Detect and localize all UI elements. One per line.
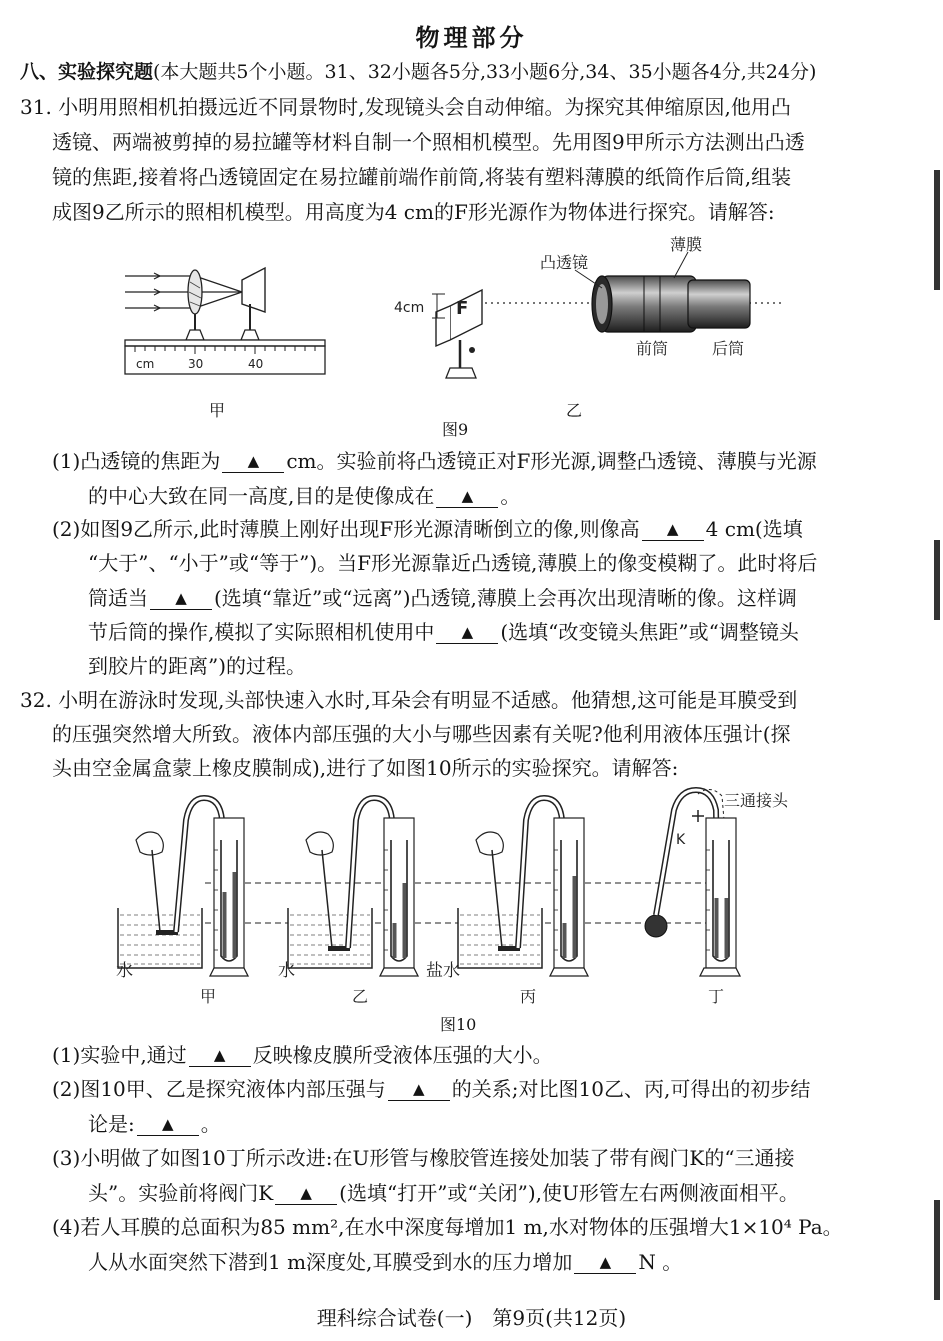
q32-part2-text-c: 论是: bbox=[88, 1112, 135, 1136]
fig10-ding-label: 丁 bbox=[708, 987, 725, 1006]
q32-part3-line1: (3)小明做了如图10丁所示改进:在U形管与橡胶管连接处加装了带有阀门K的“三通接 bbox=[52, 1146, 795, 1170]
q32-part2-text-a: (2)图10甲、乙是探究液体内部压强与 bbox=[52, 1077, 386, 1101]
fig10-jia-label: 甲 bbox=[200, 987, 217, 1006]
section-header bbox=[20, 57, 816, 87]
fig9-jia-label: 甲 bbox=[209, 401, 226, 420]
section-header-bold: 八、实验探究题 bbox=[20, 61, 154, 83]
q31-line-4: 成图9乙所示的照相机模型。用高度为4 cm的F形光源作为物体进行探究。请解答: bbox=[52, 200, 775, 224]
answer-blank: ▲ bbox=[574, 1251, 636, 1274]
answer-blank: ▲ bbox=[189, 1044, 251, 1067]
q31-part1-line2 bbox=[88, 481, 520, 511]
ruler-tick-40: 40 bbox=[248, 357, 264, 371]
q31-part1-text-b: cm。实验前将凸透镜正对F形光源,调整凸透镜、薄膜与光源 bbox=[286, 449, 817, 473]
q31-part1-text-a: (1)凸透镜的焦距为 bbox=[52, 449, 221, 473]
q32-part2-line2 bbox=[88, 1109, 221, 1139]
f-letter: F bbox=[456, 298, 469, 319]
q31-line-1: 31. 小明用照相机拍摄远近不同景物时,发现镜头会自动伸缩。为探究其伸缩原因,他用凸 bbox=[20, 95, 791, 119]
q31-part2-text-d: (选填“靠近”或“远离”)凸透镜,薄膜上会再次出现清晰的像。这样调 bbox=[214, 586, 797, 610]
q32-part4-text-c: N 。 bbox=[638, 1250, 683, 1274]
q32-part1-text-b: 反映橡皮膜所受液体压强的大小。 bbox=[252, 1043, 553, 1067]
binding-edge-mark bbox=[934, 1200, 940, 1300]
q31-part1-text-d: 。 bbox=[500, 484, 521, 508]
figure-10 bbox=[100, 780, 820, 1010]
q32-part1-text-a: (1)实验中,通过 bbox=[52, 1043, 187, 1067]
q32-part2-text-d: 。 bbox=[200, 1112, 221, 1136]
answer-blank: ▲ bbox=[436, 485, 498, 508]
film-label: 薄膜 bbox=[670, 235, 703, 254]
q32-part1 bbox=[52, 1040, 553, 1070]
apparatus-jia bbox=[118, 798, 248, 976]
water-label-jia: 水 bbox=[116, 961, 133, 981]
brine-label: 盐水 bbox=[426, 961, 460, 981]
answer-blank: ▲ bbox=[436, 621, 498, 644]
valve-k-label: K bbox=[676, 832, 686, 848]
section-header-rest: (本大题共5个小题。31、32小题各5分,33小题6分,34、35小题各4分,共24分) bbox=[153, 61, 817, 83]
q32-line-3: 头由空金属盒蒙上橡皮膜制成),进行了如图10所示的实验探究。请解答: bbox=[52, 756, 679, 780]
front-tube-label: 前筒 bbox=[636, 339, 669, 358]
q31-part2-text-e: 节后筒的操作,模拟了实际照相机使用中 bbox=[88, 620, 435, 644]
answer-blank: ▲ bbox=[275, 1182, 337, 1205]
apparatus-bing bbox=[458, 798, 588, 976]
figure-9-jia bbox=[120, 262, 330, 377]
q31-part1-text-c: 的中心大致在同一高度,目的是使像成在 bbox=[88, 484, 435, 508]
q32-part3-text-b: 头”。实验前将阀门K bbox=[88, 1181, 274, 1205]
back-tube-label: 后筒 bbox=[712, 339, 745, 358]
answer-blank: ▲ bbox=[642, 518, 704, 541]
fig10-caption: 图10 bbox=[440, 1015, 477, 1034]
answer-blank: ▲ bbox=[388, 1078, 450, 1101]
fig10-bing-label: 丙 bbox=[520, 987, 537, 1006]
q32-line-1: 32. 小明在游泳时发现,头部快速入水时,耳朵会有明显不适感。他猜想,这可能是耳膜受到 bbox=[20, 688, 798, 712]
apparatus-yi bbox=[288, 798, 418, 976]
q31-part2-text-c: 筒适当 bbox=[88, 586, 148, 610]
q31-part2-text-a: (2)如图9乙所示,此时薄膜上刚好出现F形光源清晰倒立的像,则像高 bbox=[52, 517, 640, 541]
q32-part2-text-b: 的关系;对比图10乙、丙,可得出的初步结 bbox=[451, 1077, 811, 1101]
q32-part3-text-c: (选填“打开”或“关闭”),使U形管左右两侧液面相平。 bbox=[339, 1181, 799, 1205]
water-label-yi: 水 bbox=[278, 961, 295, 981]
q32-line-2: 的压强突然增大所致。液体内部压强的大小与哪些因素有关呢?他利用液体压强计(探 bbox=[52, 722, 791, 746]
q31-line-2: 透镜、两端被剪掉的易拉罐等材料自制一个照相机模型。先用图9甲所示方法测出凸透 bbox=[52, 130, 805, 154]
q32-part4-line1: (4)若人耳膜的总面积为85 mm²,在水中深度每增加1 m,水对物体的压强增大1×10⁴ Pa。 bbox=[52, 1215, 843, 1239]
q31-part2-line5: 到胶片的距离”)的过程。 bbox=[88, 654, 307, 678]
q31-part2-line4 bbox=[88, 617, 799, 647]
q31-part1-line1 bbox=[52, 446, 817, 476]
lens-label: 凸透镜 bbox=[540, 253, 589, 272]
q31-part2-text-b: 4 cm(选填 bbox=[705, 517, 803, 541]
page-title: 物理部分 bbox=[415, 24, 528, 52]
q32-part3-line2 bbox=[88, 1178, 799, 1208]
q32-part4-line2 bbox=[88, 1247, 682, 1277]
fig9-yi-label: 乙 bbox=[566, 401, 583, 420]
fig9-caption: 图9 bbox=[442, 420, 469, 439]
tee-connector-label: 三通接头 bbox=[724, 791, 789, 810]
q31-part2-line1 bbox=[52, 514, 803, 544]
q31-line-3: 镜的焦距,接着将凸透镜固定在易拉罐前端作前筒,将装有塑料薄膜的纸筒作后筒,组装 bbox=[52, 165, 792, 189]
q31-part2-line3 bbox=[88, 583, 797, 613]
page-footer: 理科综合试卷(一) 第9页(共12页) bbox=[316, 1306, 627, 1330]
q32-part2-line1 bbox=[52, 1074, 810, 1104]
answer-blank: ▲ bbox=[222, 450, 284, 473]
q32-part4-text-b: 人从水面突然下潜到1 m深度处,耳膜受到水的压力增加 bbox=[88, 1250, 573, 1274]
fig10-yi-label: 乙 bbox=[352, 987, 369, 1006]
answer-blank: ▲ bbox=[150, 587, 212, 610]
binding-edge-mark bbox=[934, 170, 940, 290]
ruler-tick-30: 30 bbox=[188, 357, 204, 371]
height-label: 4cm bbox=[394, 300, 425, 316]
ruler-unit: cm bbox=[136, 357, 155, 371]
q31-part2-line2: “大于”、“小于”或“等于”)。当F形光源靠近凸透镜,薄膜上的像变模糊了。此时将后 bbox=[88, 551, 818, 575]
binding-edge-mark bbox=[934, 540, 940, 620]
answer-blank: ▲ bbox=[137, 1113, 199, 1136]
figure-9-yi bbox=[390, 232, 790, 384]
q31-part2-text-f: (选填“改变镜头焦距”或“调整镜头 bbox=[500, 620, 799, 644]
